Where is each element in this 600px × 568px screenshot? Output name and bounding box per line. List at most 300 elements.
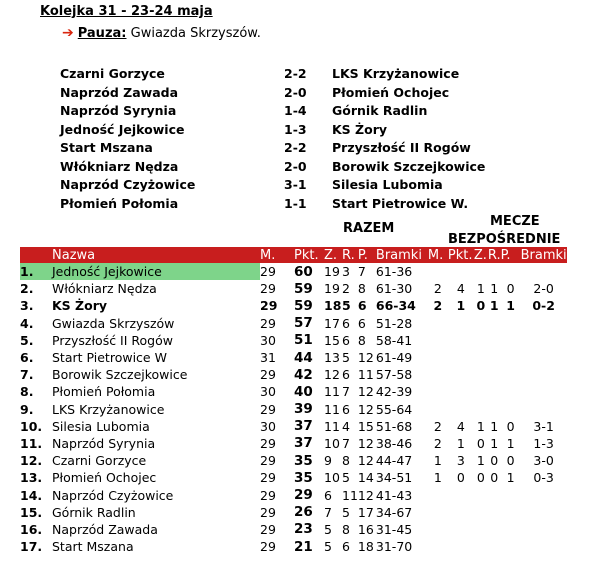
draws: 4 (342, 418, 350, 434)
match-home-team: Włókniarz Nędza (60, 158, 179, 174)
direct-wins (474, 486, 488, 503)
col-pos (20, 247, 52, 263)
draws: 7 (342, 384, 350, 400)
direct-wins: 0 (476, 298, 486, 314)
table-row (20, 538, 567, 555)
direct-draws (488, 401, 501, 418)
col-p: P. (358, 247, 376, 263)
team-name: LKS Krzyżanowice (52, 401, 165, 417)
direct-points (448, 504, 474, 521)
position: 9. (20, 401, 34, 417)
matches-played: 29 (260, 401, 276, 417)
standings-header-row (20, 247, 567, 263)
match-score: 3-1 (284, 177, 307, 192)
goals: 31-70 (375, 539, 413, 555)
match-score: 2-0 (284, 158, 307, 174)
direct-draws: 1 (489, 298, 499, 314)
pause-team: Gwiazda Skrzyszów. (130, 26, 261, 41)
points: 39 (294, 401, 313, 418)
position: 16. (20, 521, 43, 537)
losses: 11 (357, 367, 374, 383)
table-row (20, 383, 567, 400)
direct-draws (488, 315, 501, 332)
match-score: 2-2 (284, 66, 307, 81)
pause-line (62, 25, 261, 41)
goals: 41-43 (375, 487, 413, 503)
draws: 5 (342, 298, 351, 314)
direct-losses (501, 332, 521, 349)
direct-goals: 0-3 (533, 470, 554, 486)
goals: 61-49 (375, 350, 413, 366)
match-away-team: Przyszłość II Rogów (332, 140, 471, 155)
match-score: 2-2 (284, 140, 307, 155)
position: 1. (20, 263, 52, 280)
position: 11. (20, 435, 43, 451)
direct-losses (501, 366, 521, 383)
direct-points: 3 (456, 453, 465, 469)
points: 42 (294, 366, 313, 383)
losses: 12 (357, 384, 374, 400)
direct-points: 4 (456, 418, 465, 434)
round-title: Kolejka 31 - 23-24 maja (40, 4, 213, 19)
direct-points (448, 521, 474, 538)
direct-losses: 1 (506, 298, 515, 314)
goals: 34-51 (375, 470, 413, 486)
matches-played: 31 (260, 350, 276, 366)
direct-draws (488, 332, 501, 349)
position: 8. (20, 384, 34, 400)
direct-matches (428, 349, 448, 366)
match-away-team: LKS Krzyżanowice (332, 66, 460, 81)
direct-losses: 0 (506, 453, 515, 469)
draws: 8 (342, 521, 350, 537)
direct-draws (488, 263, 501, 280)
position: 3. (20, 298, 34, 314)
match-score: 1-3 (284, 121, 307, 137)
match-away-team: Górnik Radlin (332, 103, 428, 118)
col-direct-p: P. (501, 247, 521, 263)
wins: 9 (324, 453, 332, 469)
direct-matches: 1 (433, 470, 442, 486)
direct-points (448, 401, 474, 418)
draws: 6 (342, 401, 350, 417)
col-m: M. (260, 247, 294, 263)
points: 60 (294, 263, 313, 280)
team-name: Czarni Gorzyce (52, 453, 147, 469)
direct-losses: 0 (506, 418, 515, 434)
goals: 51-68 (375, 418, 413, 434)
losses: 12 (357, 350, 374, 366)
points: 35 (294, 469, 313, 486)
direct-matches (428, 401, 448, 418)
draws: 7 (342, 435, 350, 451)
points: 44 (294, 349, 313, 366)
direct-wins (474, 521, 488, 538)
direct-losses: 0 (506, 281, 515, 297)
match-score: 1-1 (284, 195, 307, 211)
draws: 6 (342, 539, 350, 555)
direct-losses: 1 (506, 435, 515, 451)
goals: 55-64 (375, 401, 413, 417)
direct-draws: 1 (490, 418, 499, 434)
direct-losses: 1 (506, 470, 515, 486)
direct-points (448, 486, 474, 503)
col-bramki: Bramki (376, 247, 428, 263)
matches-played: 29 (260, 298, 278, 314)
matches-played: 29 (260, 367, 276, 383)
direct-losses (501, 383, 521, 400)
wins: 11 (324, 418, 340, 434)
position: 12. (20, 453, 43, 469)
table-row (20, 452, 567, 469)
direct-goals (521, 366, 567, 383)
direct-goals: 0-2 (532, 298, 555, 314)
bezposrednie-header: BEZPOŚREDNIE (448, 232, 561, 247)
direct-wins: 1 (476, 418, 485, 434)
col-r: R. (342, 247, 358, 263)
direct-wins (474, 538, 488, 555)
direct-matches (428, 383, 448, 400)
direct-goals (521, 538, 567, 555)
team-name: Górnik Radlin (52, 504, 136, 520)
direct-losses (501, 538, 521, 555)
wins: 13 (324, 350, 340, 366)
matches-played: 29 (260, 435, 276, 451)
direct-goals (521, 521, 567, 538)
team-name: Płomień Połomia (52, 384, 156, 400)
table-row (20, 263, 567, 280)
position: 7. (20, 367, 34, 383)
team-name: Borowik Szczejkowice (52, 367, 188, 383)
direct-wins (474, 263, 488, 280)
direct-matches (428, 486, 448, 503)
position: 13. (20, 470, 43, 486)
pause-label: Pauza: (77, 26, 127, 41)
wins: 11 (324, 384, 340, 400)
match-away-team: Płomień Ochojec (332, 84, 450, 100)
matches-played: 29 (260, 453, 276, 469)
losses: 12 (357, 401, 374, 417)
losses: 12 (357, 487, 374, 503)
direct-matches: 2 (433, 418, 442, 434)
goals: 51-28 (375, 315, 413, 331)
team-name: Naprzód Zawada (52, 521, 158, 537)
wins: 5 (324, 539, 332, 555)
direct-losses (501, 521, 521, 538)
draws: 6 (342, 332, 350, 348)
match-away-team: KS Żory (332, 121, 388, 137)
direct-matches (428, 366, 448, 383)
direct-losses (501, 349, 521, 366)
draws: 6 (342, 315, 350, 331)
direct-matches (428, 538, 448, 555)
losses: 8 (357, 281, 366, 297)
mecze-header: MECZE (490, 214, 540, 229)
position: 6. (20, 350, 34, 366)
direct-points (448, 383, 474, 400)
points: 37 (294, 418, 313, 435)
match-away-team: Silesia Lubomia (332, 177, 443, 192)
team-name: Przyszłość II Rogów (52, 332, 173, 348)
direct-matches (428, 521, 448, 538)
position: 4. (20, 315, 34, 331)
match-away-team: Borowik Szczejkowice (332, 158, 486, 174)
direct-points (448, 538, 474, 555)
table-row (20, 366, 567, 383)
razem-header: RAZEM (343, 221, 395, 236)
table-row (20, 469, 567, 486)
direct-matches (428, 332, 448, 349)
match-score: 1-4 (284, 103, 307, 118)
goals: 57-58 (375, 367, 413, 383)
losses: 18 (357, 539, 374, 555)
direct-points (448, 332, 474, 349)
table-row (20, 401, 567, 418)
wins: 15 (324, 332, 340, 348)
matches-played: 30 (260, 384, 276, 400)
table-row (20, 504, 567, 521)
direct-wins (474, 401, 488, 418)
points: 26 (294, 504, 313, 521)
match-home-team: Start Mszana (60, 140, 153, 155)
direct-draws (488, 486, 501, 503)
match-away-team: Start Pietrowice W. (332, 195, 469, 211)
table-row (20, 280, 567, 297)
table-row (20, 332, 567, 349)
points: 35 (294, 452, 313, 469)
losses: 16 (357, 521, 374, 537)
direct-goals: 2-0 (533, 281, 554, 297)
wins: 18 (324, 298, 342, 314)
direct-draws (488, 366, 501, 383)
direct-wins (474, 383, 488, 400)
direct-draws (488, 349, 501, 366)
points: 57 (294, 315, 313, 332)
losses: 6 (357, 315, 366, 331)
goals: 58-41 (375, 332, 413, 348)
draws: 2 (342, 281, 350, 297)
direct-points (448, 349, 474, 366)
draws: 5 (342, 350, 350, 366)
direct-goals (521, 315, 567, 332)
direct-matches (428, 263, 448, 280)
match-home-team: Naprzód Czyżowice (60, 177, 196, 192)
goals: 42-39 (375, 384, 413, 400)
matches-played: 29 (260, 281, 276, 297)
points: 29 (294, 487, 313, 504)
direct-draws: 0 (490, 453, 499, 469)
losses: 15 (357, 418, 374, 434)
draws: 5 (342, 470, 350, 486)
table-row (20, 435, 567, 452)
direct-matches: 1 (433, 453, 442, 469)
wins: 10 (324, 470, 340, 486)
position: 14. (20, 487, 43, 503)
col-z: Z. (324, 247, 342, 263)
direct-draws: 1 (490, 435, 499, 451)
draws: 8 (342, 453, 350, 469)
table-row (20, 349, 567, 366)
team-name: Jedność Jejkowice (52, 263, 260, 280)
direct-wins (474, 366, 488, 383)
losses: 8 (357, 332, 366, 348)
match-home-team: Czarni Gorzyce (60, 66, 165, 81)
col-direct-bramki: Bramki (520, 247, 567, 263)
wins: 6 (324, 487, 332, 503)
matches-played: 29 (260, 521, 276, 537)
wins: 7 (324, 504, 332, 520)
matches-played: 29 (260, 315, 276, 331)
draws: 5 (342, 504, 350, 520)
col-direct-pkt: Pkt. (447, 247, 473, 263)
points: 37 (294, 435, 313, 452)
direct-points (448, 263, 474, 280)
direct-losses (501, 263, 521, 280)
team-name: Naprzód Syrynia (52, 435, 156, 451)
direct-draws (488, 383, 501, 400)
col-pkt: Pkt. (294, 247, 324, 263)
matches-played: 30 (260, 332, 276, 348)
team-name: Naprzód Czyżowice (52, 487, 174, 503)
match-score: 2-0 (284, 84, 307, 100)
direct-goals (521, 504, 567, 521)
wins: 12 (324, 367, 340, 383)
points: 51 (294, 332, 313, 349)
points: 21 (294, 538, 313, 555)
losses: 17 (357, 504, 374, 520)
points: 59 (294, 297, 313, 314)
matches-played: 29 (260, 539, 276, 555)
points: 23 (294, 521, 313, 538)
arrow-right-icon: ➔ (62, 25, 74, 41)
direct-goals: 1-3 (533, 435, 554, 451)
direct-goals (521, 263, 567, 280)
table-row (20, 486, 567, 503)
direct-draws (488, 521, 501, 538)
team-name: Gwiazda Skrzyszów (52, 315, 175, 331)
goals: 44-47 (375, 453, 413, 469)
matches-played: 29 (260, 487, 276, 503)
direct-losses (501, 315, 521, 332)
col-direct-r: R. (487, 247, 501, 263)
direct-points (448, 366, 474, 383)
team-name: KS Żory (52, 298, 108, 314)
team-name: Silesia Lubomia (52, 418, 150, 434)
direct-matches: 2 (433, 281, 442, 297)
wins: 19 (324, 281, 340, 297)
draws: 11 (342, 487, 358, 503)
direct-goals (521, 383, 567, 400)
position: 17. (20, 539, 43, 555)
direct-goals (521, 401, 567, 418)
direct-draws: 1 (490, 281, 499, 297)
direct-wins (474, 349, 488, 366)
direct-wins: 0 (476, 470, 485, 486)
match-home-team: Naprzód Syrynia (60, 103, 177, 118)
draws: 3 (342, 264, 350, 280)
direct-losses (501, 486, 521, 503)
wins: 19 (324, 264, 340, 280)
wins: 17 (324, 315, 340, 331)
col-direct-m: M. (428, 247, 448, 263)
position: 5. (20, 332, 34, 348)
direct-wins: 1 (476, 281, 485, 297)
direct-points: 1 (456, 298, 466, 314)
direct-matches (428, 504, 448, 521)
wins: 11 (324, 401, 340, 417)
direct-points: 1 (456, 435, 465, 451)
losses: 6 (357, 298, 367, 314)
standings-table (20, 247, 567, 555)
direct-matches (428, 315, 448, 332)
table-row (20, 297, 567, 314)
points: 40 (294, 383, 313, 400)
team-name: Start Pietrowice W (52, 350, 167, 366)
position: 10. (20, 418, 43, 434)
match-home-team: Płomień Połomia (60, 195, 179, 211)
match-home-team: Jedność Jejkowice (60, 121, 185, 137)
points: 59 (294, 280, 313, 297)
direct-draws (488, 538, 501, 555)
direct-goals: 3-0 (533, 453, 554, 469)
losses: 12 (357, 435, 374, 451)
direct-wins: 1 (476, 453, 485, 469)
matches-played: 30 (260, 418, 276, 434)
team-name: Start Mszana (52, 539, 134, 555)
losses: 14 (357, 470, 374, 486)
direct-goals: 3-1 (533, 418, 554, 434)
draws: 6 (342, 367, 350, 383)
table-row (20, 418, 567, 435)
table-row (20, 521, 567, 538)
direct-matches: 2 (433, 435, 442, 451)
matches-played: 29 (260, 470, 276, 486)
direct-points (448, 315, 474, 332)
direct-wins (474, 504, 488, 521)
matches-played: 29 (260, 264, 276, 280)
direct-draws: 0 (490, 470, 499, 486)
direct-losses (501, 401, 521, 418)
direct-goals (521, 486, 567, 503)
table-row (20, 315, 567, 332)
direct-draws (488, 504, 501, 521)
col-name: Nazwa (52, 247, 260, 263)
losses: 7 (357, 264, 366, 280)
direct-goals (521, 332, 567, 349)
losses: 12 (357, 453, 374, 469)
col-direct-z: Z. (473, 247, 487, 263)
matches-played: 29 (260, 504, 276, 520)
team-name: Włókniarz Nędza (52, 281, 157, 297)
position: 2. (20, 281, 34, 297)
direct-wins (474, 332, 488, 349)
goals: 38-46 (375, 435, 413, 451)
position: 15. (20, 504, 43, 520)
direct-wins: 0 (476, 435, 485, 451)
goals: 34-67 (375, 504, 413, 520)
team-name: Płomień Ochojec (52, 470, 157, 486)
goals: 66-34 (375, 298, 416, 314)
wins: 10 (324, 435, 340, 451)
direct-matches: 2 (433, 298, 443, 314)
direct-goals (521, 349, 567, 366)
wins: 5 (324, 521, 332, 537)
goals: 31-45 (375, 521, 413, 537)
direct-points: 0 (456, 470, 465, 486)
match-home-team: Naprzód Zawada (60, 84, 179, 100)
direct-points: 4 (456, 281, 465, 297)
direct-losses (501, 504, 521, 521)
